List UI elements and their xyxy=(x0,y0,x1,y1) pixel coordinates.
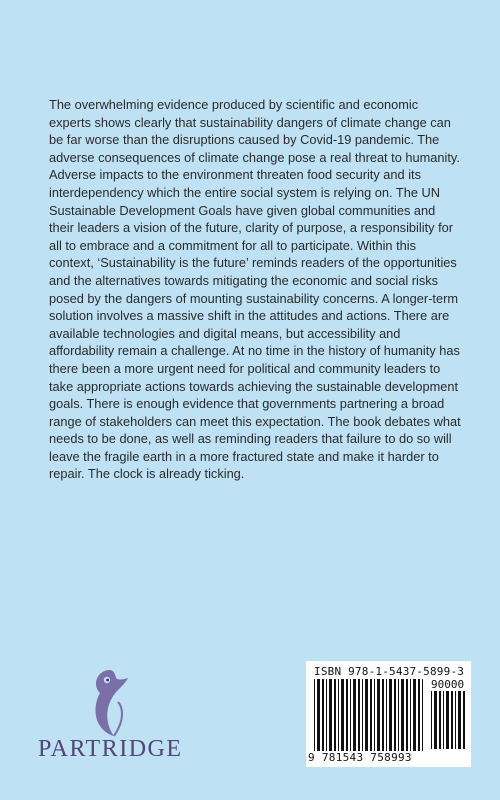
barcode-bar xyxy=(314,679,315,751)
ean-barcode-bars xyxy=(314,679,426,751)
barcode-bar xyxy=(382,679,384,751)
barcode-bar xyxy=(434,691,437,749)
barcode-bar xyxy=(322,679,324,751)
isbn-label: ISBN 978-1-5437-5899-3 xyxy=(314,665,465,678)
barcode-bar xyxy=(422,679,423,751)
barcode-bar xyxy=(463,691,465,749)
price-code: 90000 xyxy=(431,678,465,691)
barcode-bar xyxy=(418,679,420,751)
barcode-bar xyxy=(443,691,444,749)
barcode-bar xyxy=(346,679,348,751)
blurb-text: The overwhelming evidence produced by scientific and economic experts shows clearly that sustainability dangers of climate change can be far worse than the disruptions caused by Covid-19 pandemic. The adverse consequences of climate change pose a real threat to humanity. Adverse impacts to the environment threaten food security and its interdependency which the entire social system is relying on. The UN Sustainable Development Goals have given global communities and their leaders a vision of the future, clarity of purpose, a responsibility for all to embrace and a commitment for all to participate. Within this context, ‘Sustainability is the future’ reminds readers of the opportunities and the alternatives towards mitigating the economic and social risks posed by the dangers of mounting sustainability concerns. A longer-term solution involves a massive shift in the attitudes and actions. There are available technologies and digital means, but accessibility and affordability remain a challenge. At no time in the history of humanity has there been a more urgent need for political and community leaders to take appropriate actions towards achieving the sustainable development goals. There is enough evidence that governments partnering a broad range of stakeholders can meet this expectation. The book debates what needs to be done, as well as reminding readers that failure to do so will leave the fragile earth in a more fractured state and make it harder to repair. The clock is already ticking. xyxy=(49,97,461,482)
barcode-bar xyxy=(353,679,356,751)
barcode-bar xyxy=(370,679,372,751)
price-barcode-bars xyxy=(431,691,465,749)
barcode-bar xyxy=(389,679,392,751)
barcode-bar xyxy=(341,679,344,751)
barcode-bar xyxy=(374,679,375,751)
barcode-bar xyxy=(458,691,461,749)
barcode-bar xyxy=(410,679,411,751)
isbn-barcode xyxy=(306,661,471,767)
barcode-bar xyxy=(398,679,399,751)
barcode-bar xyxy=(334,679,336,751)
barcode-bar xyxy=(329,679,332,751)
barcode-bar xyxy=(446,691,449,749)
barcode-bar xyxy=(406,679,408,751)
barcode-bar xyxy=(362,679,363,751)
barcode-bar xyxy=(317,679,320,751)
barcode-bar xyxy=(350,679,351,751)
barcode-bar xyxy=(326,679,327,751)
barcode-bar xyxy=(439,691,441,749)
barcode-bar xyxy=(377,679,380,751)
barcode-bar xyxy=(338,679,339,751)
barcode-bar xyxy=(394,679,396,751)
barcode-bar xyxy=(386,679,387,751)
barcode-bar xyxy=(365,679,368,751)
barcode-bar xyxy=(455,691,456,749)
barcode-bar xyxy=(401,679,404,751)
publisher-name: PARTRIDGE xyxy=(38,736,183,762)
ean-digits: 9 781543 758993 xyxy=(308,751,412,764)
barcode-bar xyxy=(413,679,416,751)
barcode-bar xyxy=(358,679,360,751)
penguin-quill-icon xyxy=(88,668,130,738)
barcode-bar xyxy=(431,691,432,749)
barcode-bar xyxy=(451,691,453,749)
